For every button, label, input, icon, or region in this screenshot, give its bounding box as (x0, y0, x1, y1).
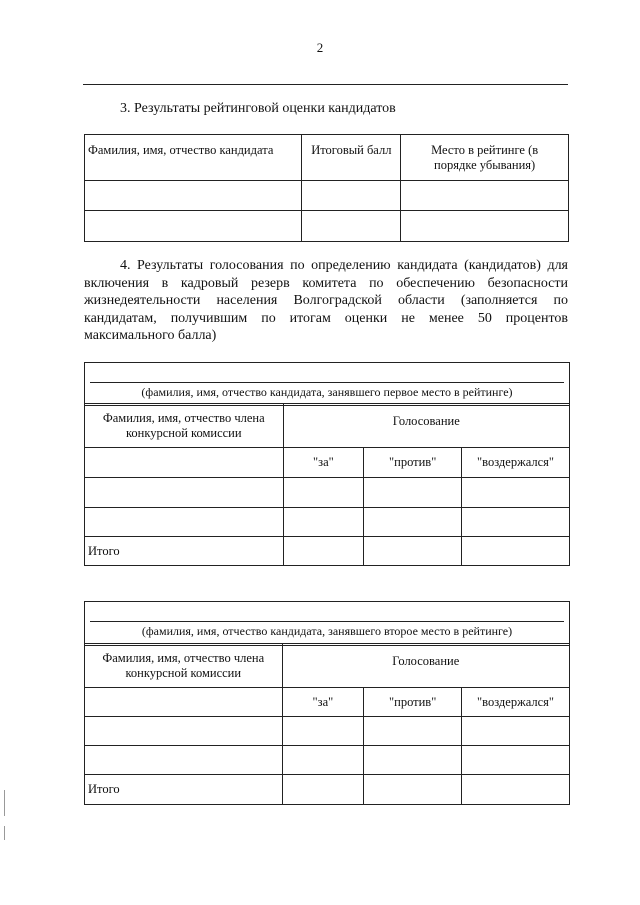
table-cell[interactable] (462, 775, 570, 805)
second-candidate-name-box (84, 601, 570, 646)
second-vote-table (84, 643, 570, 805)
first-options-row (85, 448, 570, 478)
rating-header-name: Фамилия, имя, отчество кандидата (85, 135, 302, 181)
second-total-label: Итого (85, 775, 283, 805)
table-cell[interactable] (85, 211, 302, 242)
table-cell[interactable] (364, 717, 462, 746)
table-row (85, 211, 569, 242)
second-option-abstain: "воздержался" (462, 688, 570, 717)
table-cell[interactable] (302, 181, 401, 211)
table-row (85, 717, 570, 746)
table-cell[interactable] (462, 717, 570, 746)
table-cell[interactable] (85, 508, 284, 537)
first-vote-header-row (85, 404, 570, 448)
table-cell[interactable] (401, 211, 569, 242)
first-voting-header: Голосование (283, 404, 569, 448)
table-cell[interactable] (364, 746, 462, 775)
first-option-abstain: "воздержался" (462, 448, 570, 478)
section4-paragraph: 4. Результаты голосования по определению кандидата (кандидатов) для включения в кадровый резерв комитета по обеспечению безопасности жизнедеятельности населения Волгоградской области (заполняется по кандидатам, получившим по итогам оценки не менее 50 процентов максимального балла) (84, 258, 568, 343)
second-option-for: "за" (282, 688, 364, 717)
second-options-row (85, 688, 570, 717)
first-total-row (85, 537, 570, 566)
table-row (85, 181, 569, 211)
table-cell[interactable] (364, 478, 462, 508)
rating-table (84, 134, 569, 242)
first-candidate-caption: (фамилия, имя, отчество кандидата, занявшего первое место в рейтинге) (141, 385, 513, 399)
table-cell[interactable] (462, 537, 570, 566)
first-candidate-name-line[interactable] (90, 382, 564, 383)
first-member-header: Фамилия, имя, отчество члена конкурсной комиссии (85, 404, 284, 448)
second-member-header: Фамилия, имя, отчество члена конкурсной комиссии (85, 644, 283, 688)
second-option-against: "против" (364, 688, 462, 717)
first-candidate-name-box (84, 362, 570, 406)
table-row (85, 478, 570, 508)
second-vote-header-row (85, 644, 570, 688)
rating-header-score: Итоговый балл (302, 135, 401, 181)
table-cell[interactable] (85, 688, 283, 717)
section3-title: 3. Результаты рейтинговой оценки кандидатов (120, 101, 396, 116)
table-cell[interactable] (282, 717, 364, 746)
table-cell[interactable] (283, 537, 364, 566)
second-candidate-caption: (фамилия, имя, отчество кандидата, занявшего второе место в рейтинге) (141, 624, 513, 638)
second-candidate-name-line[interactable] (90, 621, 564, 622)
page-number: 2 (316, 40, 324, 55)
table-cell[interactable] (401, 181, 569, 211)
table-cell[interactable] (364, 537, 462, 566)
table-cell[interactable] (462, 746, 570, 775)
table-cell[interactable] (282, 775, 364, 805)
table-cell[interactable] (462, 508, 570, 537)
table-cell[interactable] (85, 717, 283, 746)
table-cell[interactable] (283, 508, 364, 537)
table-cell[interactable] (364, 508, 462, 537)
second-voting-header: Голосование (282, 644, 569, 688)
first-option-against: "против" (364, 448, 462, 478)
first-option-for: "за" (283, 448, 364, 478)
table-cell[interactable] (85, 181, 302, 211)
table-cell[interactable] (283, 478, 364, 508)
table-cell[interactable] (85, 746, 283, 775)
table-cell[interactable] (462, 478, 570, 508)
rating-header-place: Место в рейтинге (в порядке убывания) (401, 135, 569, 181)
first-vote-table (84, 403, 570, 566)
table-cell[interactable] (85, 448, 284, 478)
scan-mark (4, 826, 5, 840)
scan-mark (4, 790, 5, 816)
rating-table-header-row (85, 135, 569, 181)
table-row (85, 508, 570, 537)
table-cell[interactable] (85, 478, 284, 508)
table-cell[interactable] (282, 746, 364, 775)
second-total-row (85, 775, 570, 805)
table-row (85, 746, 570, 775)
table-cell[interactable] (364, 775, 462, 805)
first-total-label: Итого (85, 537, 284, 566)
header-rule (83, 84, 568, 85)
table-cell[interactable] (302, 211, 401, 242)
